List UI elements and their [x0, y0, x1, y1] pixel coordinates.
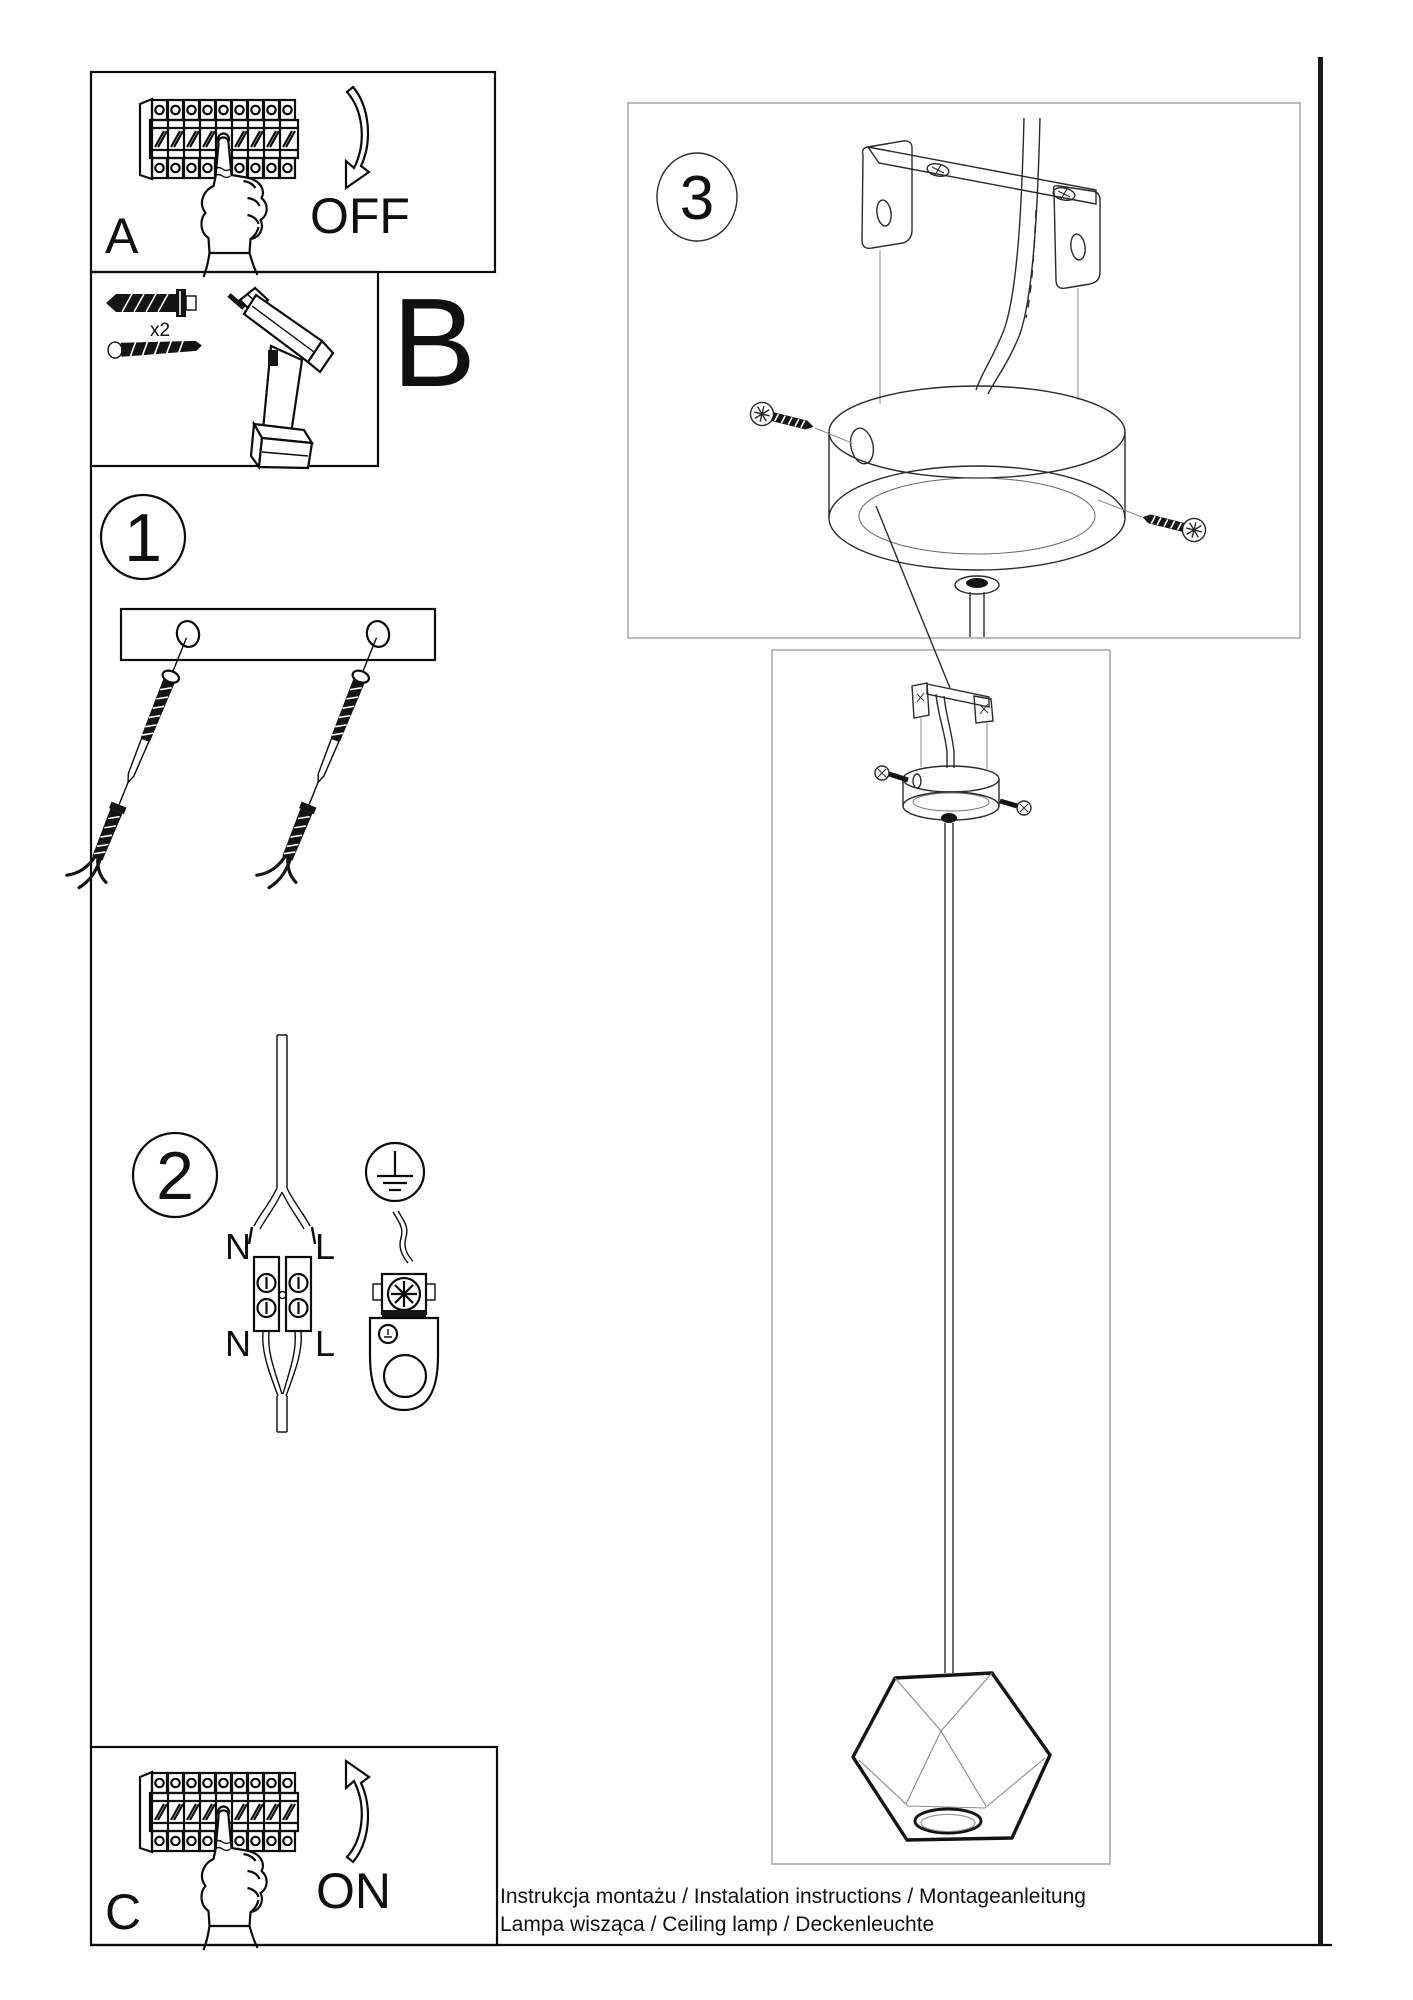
step-a [105, 87, 410, 277]
pendant-wire-icon [945, 823, 953, 1673]
mounting-plate-icon [121, 609, 435, 660]
step-c-label: C [105, 1884, 142, 1940]
canopy-screw-right [1140, 506, 1208, 544]
earth-terminal-icon [370, 1274, 438, 1410]
scan-fold-line [1318, 57, 1323, 1945]
step-1 [64, 495, 435, 896]
plate-hole-right [364, 619, 392, 650]
wire-label-l-bottom: L [314, 1323, 336, 1364]
supply-cable [249, 1035, 315, 1244]
wall-plug-icon [106, 289, 196, 317]
step-b-label: B [392, 272, 477, 413]
step-c [105, 1761, 391, 1950]
step-3 [657, 118, 1208, 688]
ceiling-bracket-icon [862, 141, 1100, 288]
step-2-number: 2 [156, 1138, 194, 1214]
step-a-label: A [105, 208, 139, 264]
arrow-up-icon [346, 1761, 369, 1862]
earth-wire [393, 1211, 413, 1263]
canopy-screw-hole [847, 426, 876, 466]
canopy-icon [875, 766, 1031, 823]
step-b-quantity: x2 [150, 320, 171, 341]
wire-label-n-bottom: N [225, 1323, 251, 1364]
footer-line2: Lampa wisząca / Ceiling lamp / Deckenleuchte [500, 1913, 935, 1936]
drill-icon [229, 288, 333, 468]
pendant-lamp [853, 683, 1050, 1840]
ceiling-bracket-icon [912, 683, 993, 723]
plate-hole-left [174, 619, 202, 650]
step-a-action: OFF [310, 188, 410, 244]
cable-grommet [966, 578, 988, 588]
canopy-screw-left [748, 400, 816, 438]
step-2 [133, 1035, 438, 1432]
step-b [106, 272, 476, 468]
screw-anchor-right [254, 629, 392, 896]
wire-label-l-top: L [314, 1226, 336, 1267]
detail-leader-line [876, 506, 950, 688]
canopy-icon [829, 386, 1125, 637]
arrow-down-icon [346, 87, 369, 188]
supply-cable [976, 118, 1040, 394]
cable-grommet [941, 813, 957, 823]
step-1-number: 1 [124, 500, 162, 576]
screw-anchor-left [64, 629, 202, 896]
step-c-action: ON [316, 1863, 391, 1919]
step-3-number: 3 [679, 164, 715, 233]
lamp-cable [263, 1332, 302, 1432]
pendant-cable-upper [936, 694, 954, 768]
hexagon-shade-icon [853, 1673, 1050, 1840]
earth-ground-icon [366, 1143, 424, 1201]
footer-caption [500, 1885, 1086, 1936]
terminal-block-icon [254, 1257, 311, 1331]
wire-label-n-top: N [225, 1226, 251, 1267]
step-3-frame [628, 103, 1300, 638]
footer-line1: Instrukcja montażu / Instalation instructions / Montageanleitung [500, 1885, 1086, 1908]
